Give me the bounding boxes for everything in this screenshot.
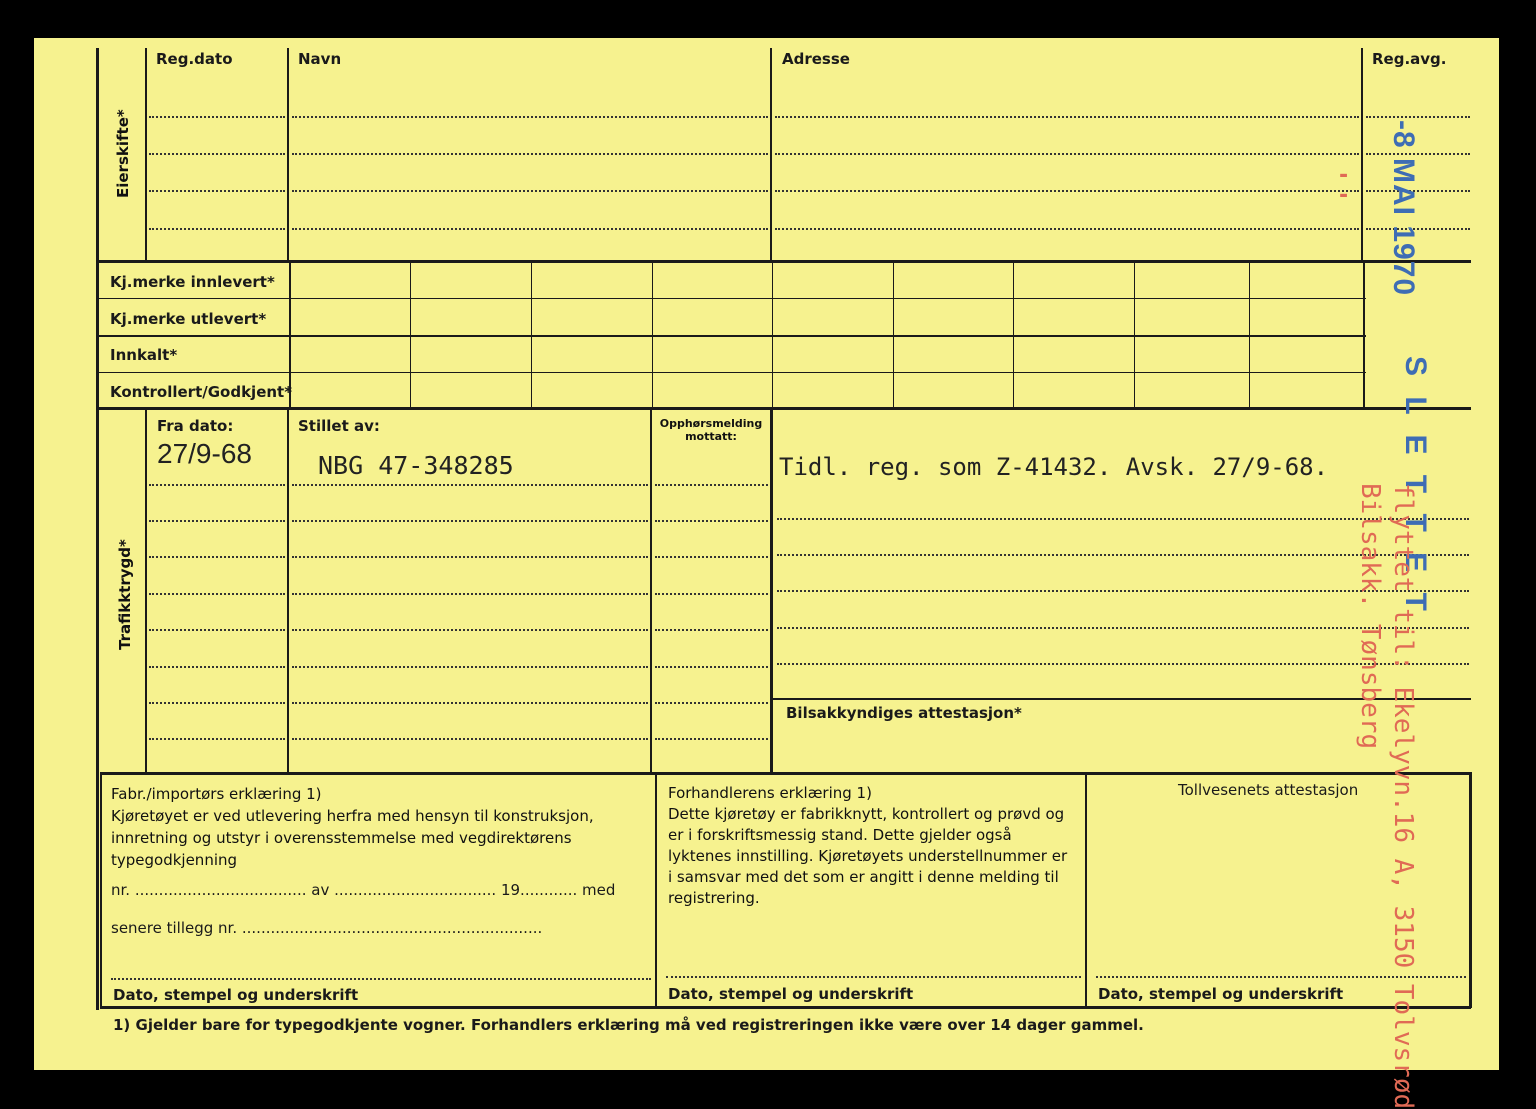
red-stamp-line2: Bilsakk. Tønsberg: [1355, 483, 1385, 750]
opphorsmelding-label: Opphørsmelding mottatt:: [659, 417, 763, 443]
fra-dato-value: 27/9-68: [157, 438, 252, 469]
divider: [1361, 48, 1363, 261]
divider: [770, 48, 772, 261]
kjmerke-innlevert-label: Kj.merke innlevert*: [110, 273, 275, 291]
fabr-sign-label: Dato, stempel og underskrift: [113, 986, 359, 1004]
forhandler-declaration: [668, 783, 1068, 909]
forhandler-sign-label: Dato, stempel og underskrift: [668, 985, 914, 1003]
trafikktrygd-label: Trafikktrygd*: [116, 539, 134, 650]
fabr-title: Fabr./importørs erklæring 1): [111, 785, 322, 803]
slettet-stamp: S L E T T E T: [1399, 356, 1432, 617]
reg-dato-label: Reg.dato: [156, 50, 233, 68]
left-border: [96, 48, 99, 1010]
fabr-tillegg-line: senere tillegg nr. ...............................................................: [111, 919, 543, 937]
red-mark: - -: [1339, 163, 1349, 208]
toll-title: Tollvesenets attestasjon: [1178, 781, 1359, 799]
kontrollert-label: Kontrollert/Godkjent*: [110, 383, 293, 401]
innkalt-label: Innkalt*: [110, 346, 178, 364]
date-stamp: -8 MAI 1970: [1387, 120, 1420, 297]
divider: [287, 48, 289, 261]
red-stamp-line1: flyttet til: Ekelyvn.16 A, 3150 Tolvsrød: [1388, 483, 1418, 1109]
fabr-declaration: [111, 783, 651, 871]
eierskifte-label: Eierskifte*: [114, 109, 132, 198]
bilsakkyndig-label: Bilsakkyndiges attestasjon*: [786, 704, 1022, 722]
forhandler-body: Dette kjøretøy er fabrikknytt, kontrollert og prøvd og er i forskriftsmessig stand. Dette gjelder også lyktenes innstilling. Kjøretøyets understellnummer er i samsvar med det som er angitt i denne melding til registrering.: [668, 805, 1068, 907]
adresse-label: Adresse: [782, 50, 850, 68]
stillet-av-label: Stillet av:: [298, 417, 380, 435]
navn-label: Navn: [298, 50, 342, 68]
registration-card: [34, 38, 1499, 1109]
fra-dato-label: Fra dato:: [157, 417, 234, 435]
reg-avg-label: Reg.avg.: [1372, 50, 1447, 68]
stillet-av-value: NBG 47-348285: [318, 451, 514, 480]
forhandler-title: Forhandlerens erklæring 1): [668, 784, 872, 802]
typed-note: Tidl. reg. som Z-41432. Avsk. 27/9-68.: [779, 453, 1329, 481]
fabr-nr-line: nr. .................................... av .................................. 19............ med: [111, 881, 616, 899]
footnote: 1) Gjelder bare for typegodkjente vogner. Forhandlers erklæring må ved registreringen ikke være over 14 dager gammel.: [113, 1016, 1144, 1034]
divider: [145, 48, 147, 261]
fabr-body: Kjøretøyet er ved utlevering herfra med hensyn til konstruksjon, innretning og utstyr i overensstemmelse med vegdirektørens typegodkjenning: [111, 807, 594, 869]
kjmerke-utlevert-label: Kj.merke utlevert*: [110, 310, 267, 328]
toll-sign-label: Dato, stempel og underskrift: [1098, 985, 1344, 1003]
